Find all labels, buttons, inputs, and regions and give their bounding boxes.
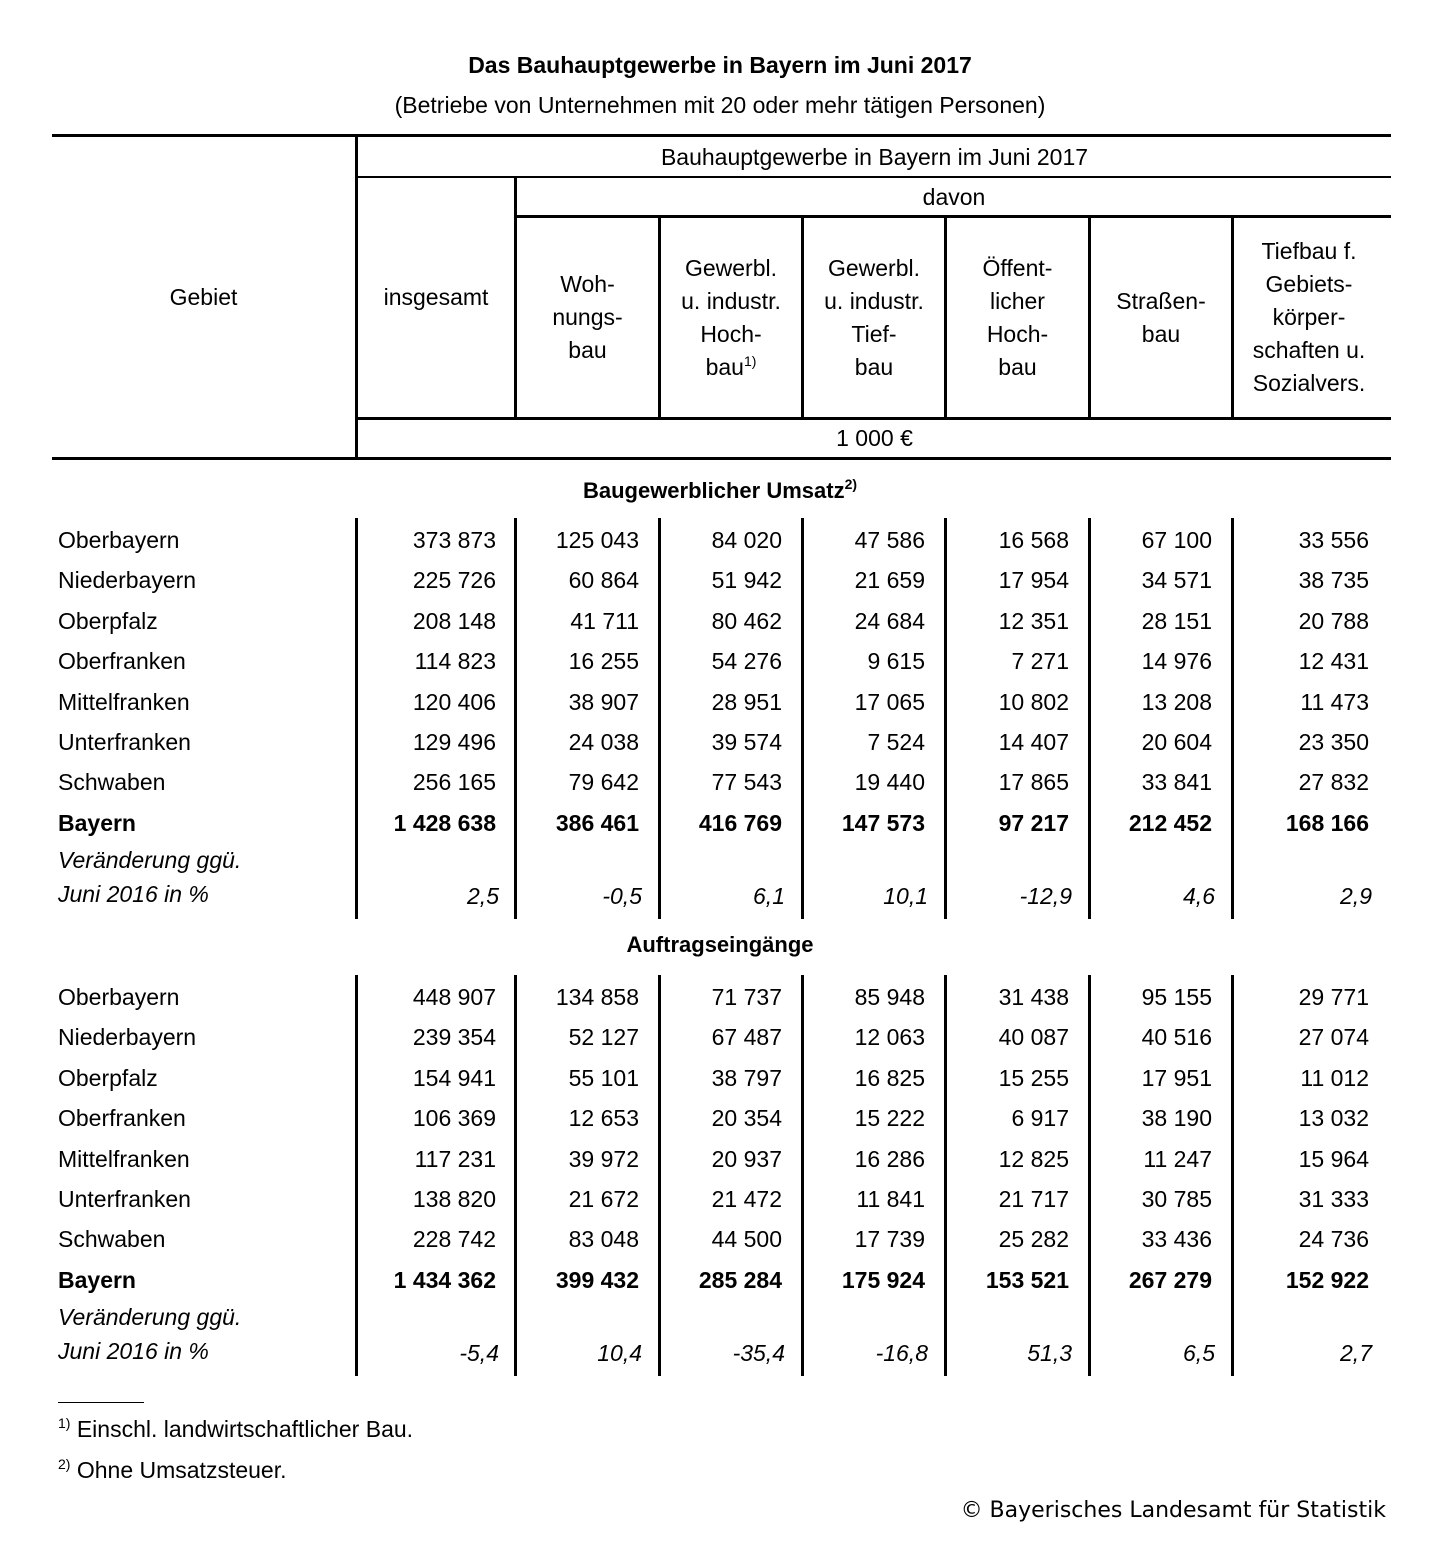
table-cell: 6 917 [1011, 1105, 1069, 1132]
header-wohnungsbau: Woh- nungs- bau [552, 271, 623, 363]
table-cell: 15 964 [1298, 1145, 1369, 1172]
table-cell: 11 012 [1300, 1064, 1369, 1091]
table-cell: 10 802 [998, 688, 1069, 715]
change-cell: 4,6 [1183, 882, 1215, 909]
row-label: Oberpfalz [58, 1064, 158, 1091]
table-cell: 15 255 [998, 1064, 1069, 1091]
table-cell: 12 653 [568, 1105, 639, 1132]
row-label: Oberbayern [58, 984, 180, 1010]
header-bottom-rule [52, 457, 1391, 460]
table-cell: 21 672 [568, 1186, 639, 1212]
table-cell: 38 907 [568, 688, 639, 715]
table-cell: 120 406 [412, 688, 496, 715]
total-cell: 399 432 [555, 1266, 639, 1293]
table-cell: 125 043 [555, 527, 639, 553]
table-cell: 117 231 [414, 1145, 496, 1172]
table-cell: 7 524 [867, 729, 925, 755]
table-cell: 16 568 [998, 527, 1069, 553]
table-cell: 51 942 [711, 567, 782, 594]
change-cell: 6,5 [1183, 1339, 1215, 1366]
table-cell: 28 151 [1141, 607, 1212, 634]
table-cell: 79 642 [568, 769, 639, 796]
table-cell: 40 087 [998, 1024, 1069, 1051]
change-cell: 10,4 [597, 1339, 642, 1366]
table-cell: 40 516 [1141, 1024, 1212, 1051]
table-cell: 9 615 [867, 648, 925, 675]
table-cell: 25 282 [998, 1226, 1069, 1253]
table-cell: 39 972 [568, 1145, 639, 1172]
table-cell: 13 208 [1141, 688, 1212, 715]
table-cell: 38 190 [1141, 1105, 1212, 1132]
total-cell: 147 573 [841, 809, 925, 836]
row-label: Unterfranken [58, 1186, 191, 1212]
footnote-separator [58, 1402, 144, 1403]
table-cell: 38 797 [711, 1064, 782, 1091]
table-cell: 239 354 [412, 1024, 496, 1051]
table-cell: 17 739 [854, 1226, 925, 1253]
table-cell: 225 726 [412, 567, 496, 594]
table-cell: 106 369 [412, 1105, 496, 1132]
section-title-auftrag: Auftragseingänge [626, 932, 814, 957]
table-cell: 19 440 [854, 769, 925, 796]
table-cell: 228 742 [412, 1226, 496, 1253]
table-cell: 17 951 [1141, 1064, 1212, 1091]
row-label: Schwaben [58, 769, 166, 796]
change-cell: 6,1 [753, 882, 785, 909]
table-cell: 20 788 [1298, 607, 1369, 634]
change-cell: 2,7 [1340, 1339, 1372, 1366]
total-cell: 153 521 [985, 1266, 1069, 1293]
table-cell: 373 873 [412, 527, 496, 553]
header-strassenbau: Straßen- bau [1116, 287, 1206, 347]
total-cell: 168 166 [1285, 809, 1369, 836]
table-cell: 256 165 [412, 769, 496, 796]
table-cell: 11 473 [1300, 688, 1369, 715]
table-cell: 16 825 [854, 1064, 925, 1091]
table-cell: 71 737 [711, 984, 782, 1010]
table-cell: 23 350 [1298, 729, 1369, 755]
table-cell: 41 711 [570, 607, 639, 634]
table-cell: 38 735 [1298, 567, 1369, 594]
table-cell: 14 976 [1141, 648, 1212, 675]
total-cell: 212 452 [1128, 809, 1212, 836]
table-cell: 7 271 [1011, 648, 1069, 675]
table-cell: 129 496 [412, 729, 496, 755]
total-cell: 97 217 [998, 809, 1069, 836]
table-cell: 24 684 [854, 607, 925, 634]
table-cell: 448 907 [412, 984, 496, 1010]
table-cell: 47 586 [854, 527, 925, 553]
table-cell: 33 556 [1298, 527, 1369, 553]
table-cell: 12 063 [854, 1024, 925, 1051]
change-cell: -0,5 [602, 882, 642, 909]
page-subtitle: (Betriebe von Unternehmen mit 20 oder mehr tätigen Personen) [394, 92, 1046, 118]
table-cell: 28 951 [711, 688, 782, 715]
table-cell: 31 333 [1298, 1186, 1369, 1212]
row-label: Oberbayern [58, 527, 180, 553]
header-insgesamt: insgesamt [383, 284, 489, 310]
table-cell: 54 276 [711, 648, 782, 675]
total-cell: 175 924 [841, 1266, 925, 1293]
table-cell: 39 574 [711, 729, 782, 755]
table-cell: 33 436 [1141, 1226, 1212, 1253]
header-gewerbl-tiefbau: Gewerbl. u. industr. Tief- bau [824, 254, 924, 380]
header-tiefbau-gebiet: Tiefbau f. Gebiets- körper- schaften u. Sozialvers. [1252, 238, 1366, 396]
table-cell: 114 823 [414, 648, 496, 675]
table-cell: 11 247 [1143, 1145, 1212, 1172]
table-cell: 33 841 [1141, 769, 1212, 796]
table-cell: 13 032 [1298, 1105, 1369, 1132]
change-cell: -12,9 [1019, 882, 1072, 909]
header-top-label: Bauhauptgewerbe in Bayern im Juni 2017 [660, 143, 1089, 170]
row-label: Oberpfalz [58, 607, 158, 634]
table-cell: 44 500 [711, 1226, 782, 1253]
header-gewerbl-hochbau: Gewerbl. u. industr. Hoch- bau$^{1)}$ [681, 254, 781, 380]
table-cell: 83 048 [568, 1226, 639, 1253]
change-cell: -5,4 [459, 1339, 499, 1366]
row-label: Mittelfranken [58, 1145, 190, 1172]
table-cell: 11 841 [856, 1186, 925, 1212]
table-cell: 55 101 [568, 1064, 639, 1091]
footnote-2: $^{2)}$ Ohne Umsatzsteuer. [58, 1456, 287, 1483]
body-vline-1-0 [355, 975, 358, 1376]
footnote-1: $^{1)}$ Einschl. landwirtschaftlicher Bau. [58, 1415, 414, 1442]
table-cell: 20 937 [711, 1145, 782, 1172]
section-title-umsatz: Baugewerblicher Umsatz$^{2)}$ [582, 476, 858, 503]
table-cell: 27 832 [1298, 769, 1369, 796]
table-cell: 14 407 [998, 729, 1069, 755]
change-label-1: Veränderung ggü. [58, 1303, 242, 1330]
total-label: Bayern [58, 809, 136, 836]
change-label-2: Juni 2016 in % [58, 1337, 209, 1364]
change-cell: 2,5 [467, 882, 499, 909]
table-cell: 77 543 [711, 769, 782, 796]
table-cell: 17 865 [998, 769, 1069, 796]
change-label-1: Veränderung ggü. [58, 846, 242, 873]
change-cell: -35,4 [732, 1339, 785, 1366]
body-vline-0-0 [355, 518, 358, 919]
table-cell: 154 941 [412, 1064, 496, 1091]
row-label: Oberfranken [58, 1105, 186, 1132]
change-cell: 51,3 [1027, 1339, 1072, 1366]
total-cell: 416 769 [698, 809, 782, 836]
table-cell: 17 065 [854, 688, 925, 715]
table-cell: 12 431 [1298, 648, 1369, 675]
footnote-ref-2: 2) [844, 476, 858, 492]
table-cell: 24 736 [1298, 1226, 1369, 1253]
table-cell: 12 351 [998, 607, 1069, 634]
table-cell: 21 472 [711, 1186, 782, 1212]
table-cell: 20 604 [1141, 729, 1212, 755]
change-cell: 10,1 [883, 882, 928, 909]
table-cell: 29 771 [1298, 984, 1369, 1010]
table-cell: 85 948 [854, 984, 925, 1010]
table-cell: 31 438 [998, 984, 1069, 1010]
table-cell: 16 255 [568, 648, 639, 675]
table-cell: 208 148 [412, 607, 496, 634]
table-cell: 12 825 [998, 1145, 1069, 1172]
table-cell: 17 954 [998, 567, 1069, 594]
table-cell: 60 864 [568, 567, 639, 594]
table-cell: 27 074 [1298, 1024, 1369, 1051]
total-cell: 1 434 362 [393, 1266, 496, 1293]
table-cell: 134 858 [555, 984, 639, 1010]
table-cell: 67 487 [711, 1024, 782, 1051]
change-cell: -16,8 [875, 1339, 928, 1366]
table-cell: 21 659 [854, 567, 925, 594]
total-cell: 1 428 638 [393, 809, 496, 836]
row-label: Oberfranken [58, 648, 186, 675]
table-cell: 34 571 [1141, 567, 1212, 594]
table-cell: 84 020 [711, 527, 782, 553]
table-cell: 16 286 [854, 1145, 925, 1172]
change-label-2: Juni 2016 in % [58, 880, 209, 907]
total-cell: 386 461 [555, 809, 639, 836]
table-cell: 95 155 [1141, 984, 1212, 1010]
total-cell: 152 922 [1285, 1266, 1369, 1293]
header-oeffentlicher-hochbau: Öffent- licher Hoch- bau [982, 254, 1053, 380]
table-cell: 52 127 [568, 1024, 639, 1051]
header-davon: davon [922, 183, 986, 210]
header-gebiet: Gebiet [169, 283, 238, 310]
table-cell: 80 462 [711, 607, 782, 634]
table-cell: 24 038 [568, 729, 639, 755]
row-label: Schwaben [58, 1226, 166, 1253]
row-label: Niederbayern [58, 567, 197, 594]
row-label: Unterfranken [58, 729, 191, 755]
page-title: Das Bauhauptgewerbe in Bayern im Juni 2017 [468, 52, 972, 78]
change-cell: 2,9 [1340, 882, 1372, 909]
total-label: Bayern [58, 1266, 136, 1293]
footnote-ref-1: 1) [743, 352, 757, 369]
total-cell: 267 279 [1128, 1266, 1212, 1293]
table-cell: 15 222 [854, 1105, 925, 1132]
copyright: © Bayerisches Landesamt für Statistik [960, 1498, 1386, 1523]
table-cell: 138 820 [412, 1186, 496, 1212]
table-cell: 21 717 [998, 1186, 1069, 1212]
table-cell: 67 100 [1141, 527, 1212, 553]
header-unit: 1 000 € [836, 425, 913, 451]
row-label: Niederbayern [58, 1024, 197, 1051]
row-label: Mittelfranken [58, 688, 190, 715]
table-cell: 30 785 [1141, 1186, 1212, 1212]
total-cell: 285 284 [698, 1266, 782, 1293]
table-cell: 20 354 [711, 1105, 782, 1132]
